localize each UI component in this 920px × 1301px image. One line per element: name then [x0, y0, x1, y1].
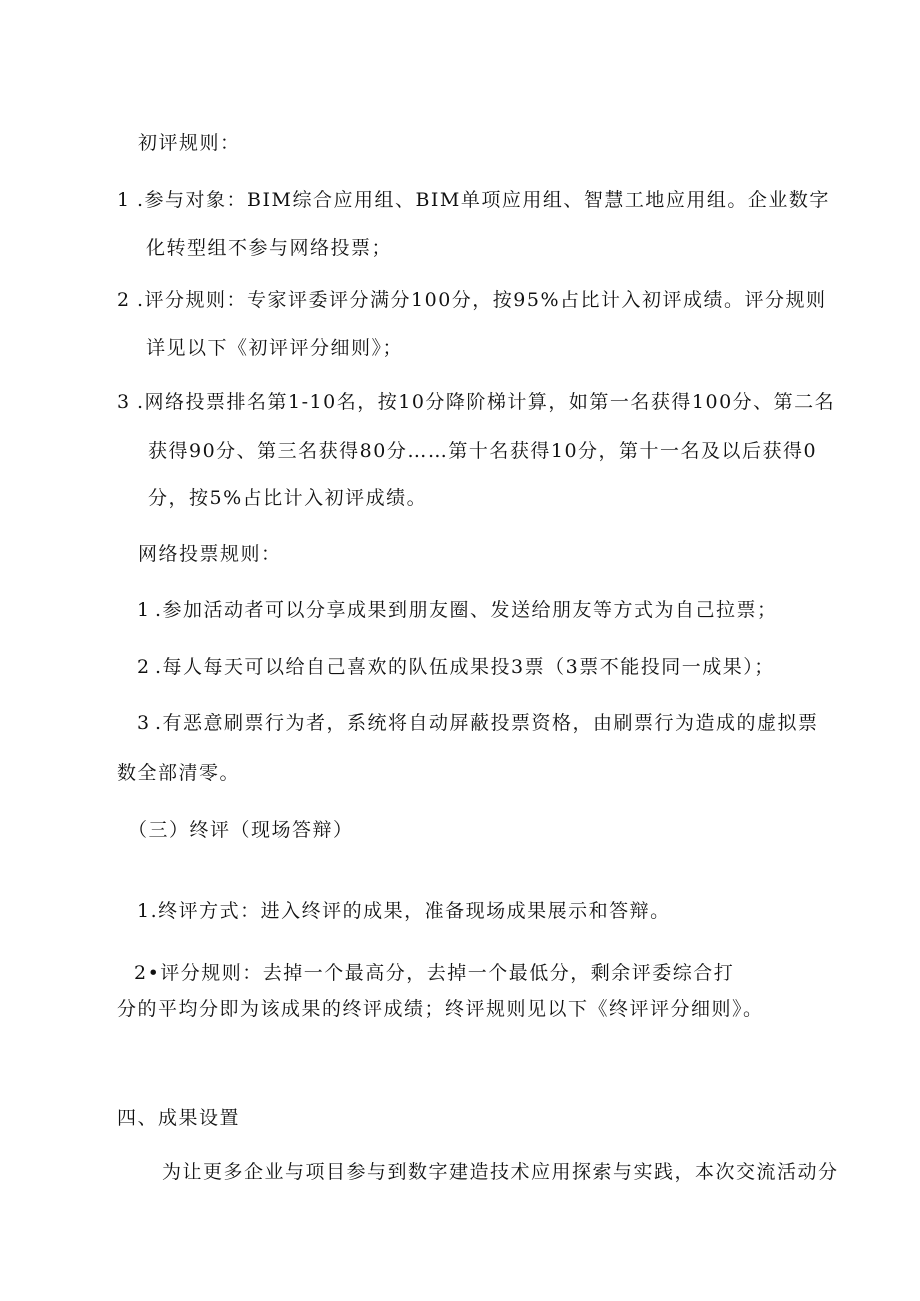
item-text-line: .评分规则：专家评委评分满分100分，按95%占比计入初评成绩。评分规则 — [137, 289, 827, 311]
online-voting-heading: 网络投票规则： — [138, 543, 282, 565]
item-text-line: 分的平均分即为该成果的终评成绩；终评规则见以下《终评评分细则》。 — [117, 998, 764, 1020]
final-review-heading: （三）终评（现场答辩） — [128, 819, 354, 841]
item-text-line: .每人每天可以给自己喜欢的队伍成果投3票（3票不能投同一成果）； — [155, 656, 775, 678]
item-text-line: 分，按5%占比计入初评成绩。 — [148, 487, 428, 509]
item-text-line: .参与对象：BIM综合应用组、BIM单项应用组、智慧工地应用组。企业数字 — [137, 189, 830, 211]
item-text-line: .有恶意刷票行为者，系统将自动屏蔽投票资格，由刷票行为造成的虚拟票 — [155, 712, 819, 734]
item-number: 1 — [117, 189, 131, 211]
item-number: 1 — [137, 599, 151, 621]
item-text-line: 数全部清零。 — [117, 762, 241, 784]
item-text-line: .参加活动者可以分享成果到朋友圈、发送给朋友等方式为自己拉票； — [155, 599, 778, 621]
item-text-line: .网络投票排名第1-10名，按10分降阶梯计算，如第一名获得100分、第二名 — [137, 391, 836, 413]
item-text-line: 详见以下《初评评分细则》； — [146, 337, 404, 359]
item-text-line: 获得90分、第三名获得80分……第十名获得10分，第十一名及以后获得0 — [148, 440, 818, 462]
initial-review-heading: 初评规则： — [138, 132, 241, 154]
item-text-line: 2•评分规则：去掉一个最高分，去掉一个最低分，剩余评委综合打 — [134, 962, 735, 984]
item-number: 3 — [137, 712, 151, 734]
results-heading: 四、成果设置 — [117, 1107, 241, 1129]
results-paragraph: 为让更多企业与项目参与到数字建造技术应用探索与实践，本次交流活动分 — [162, 1161, 839, 1183]
item-number: 3 — [117, 391, 131, 413]
item-number: 2 — [117, 289, 131, 311]
item-number: 2 — [137, 656, 151, 678]
final-review-item-1: 1.终评方式：进入终评的成果，准备现场成果展示和答辩。 — [137, 900, 671, 922]
item-text-line: 化转型组不参与网络投票； — [146, 237, 393, 259]
